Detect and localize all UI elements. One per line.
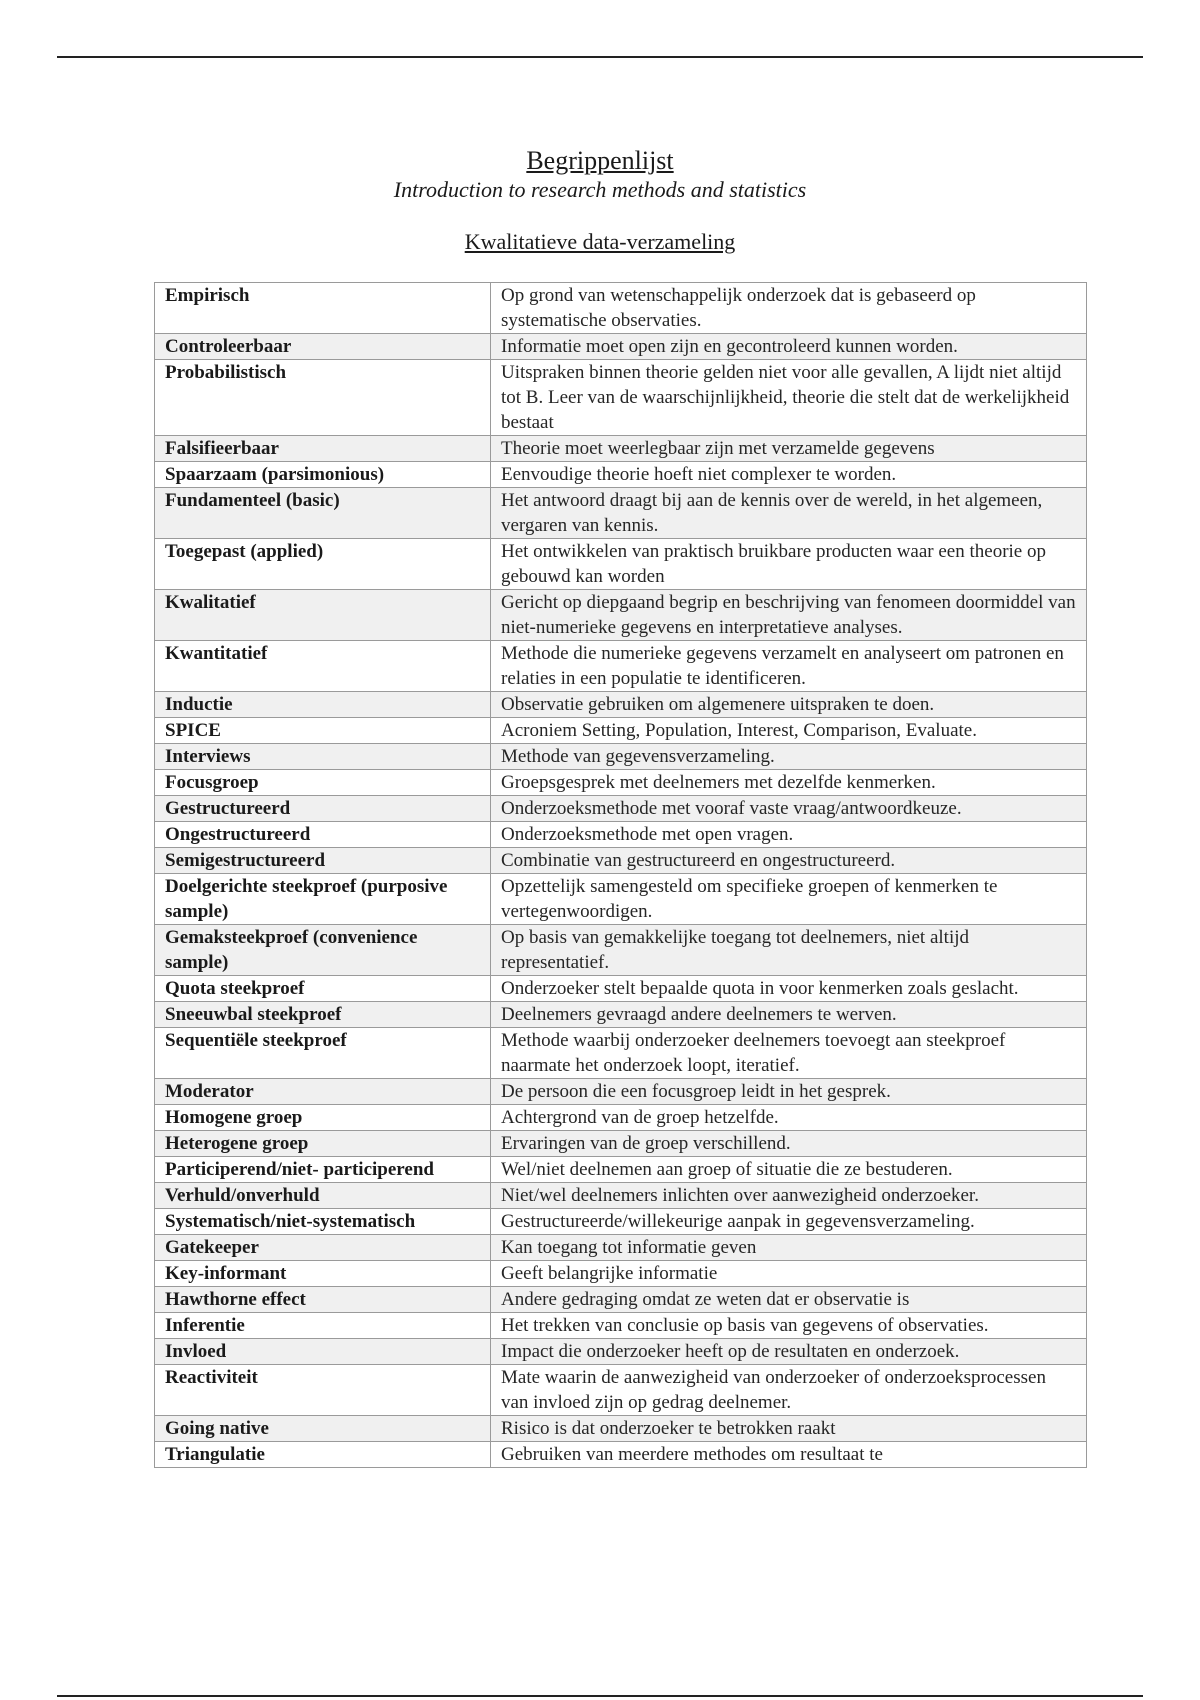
- definition-cell: Uitspraken binnen theorie gelden niet voor alle gevallen, A lijdt niet altijd tot B. Leer van de waarschijnlijkheid, theorie die stelt dat de werkelijkheid bestaat: [491, 360, 1087, 436]
- definition-cell: Acroniem Setting, Population, Interest, Comparison, Evaluate.: [491, 718, 1087, 744]
- definition-cell: De persoon die een focusgroep leidt in het gesprek.: [491, 1079, 1087, 1105]
- definition-cell: Opzettelijk samengesteld om specifieke groepen of kenmerken te vertegenwoordigen.: [491, 874, 1087, 925]
- term-cell: Systematisch/niet-systematisch: [155, 1209, 491, 1235]
- definition-cell: Combinatie van gestructureerd en ongestructureerd.: [491, 848, 1087, 874]
- definition-cell: Wel/niet deelnemen aan groep of situatie die ze bestuderen.: [491, 1157, 1087, 1183]
- table-row: [155, 1131, 1087, 1157]
- term-cell: Inferentie: [155, 1313, 491, 1339]
- section-title: Kwalitatieve data-verzameling: [464, 229, 736, 254]
- table-row: [155, 1261, 1087, 1287]
- definition-cell: Ervaringen van de groep verschillend.: [491, 1131, 1087, 1157]
- term-cell: Moderator: [155, 1079, 491, 1105]
- term-cell: Empirisch: [155, 283, 491, 334]
- term-cell: Key-informant: [155, 1261, 491, 1287]
- definition-cell: Eenvoudige theorie hoeft niet complexer te worden.: [491, 462, 1087, 488]
- term-cell: Probabilistisch: [155, 360, 491, 436]
- definition-cell: Gestructureerde/willekeurige aanpak in gegevensverzameling.: [491, 1209, 1087, 1235]
- term-cell: Toegepast (applied): [155, 539, 491, 590]
- table-row: [155, 1365, 1087, 1416]
- definition-cell: Andere gedraging omdat ze weten dat er observatie is: [491, 1287, 1087, 1313]
- definition-cell: Het trekken van conclusie op basis van gegevens of observaties.: [491, 1313, 1087, 1339]
- definition-cell: Geeft belangrijke informatie: [491, 1261, 1087, 1287]
- table-row: [155, 539, 1087, 590]
- table-row: [155, 770, 1087, 796]
- term-cell: Controleerbaar: [155, 334, 491, 360]
- table-row: [155, 1157, 1087, 1183]
- definition-cell: Onderzoeksmethode met open vragen.: [491, 822, 1087, 848]
- table-row: [155, 925, 1087, 976]
- table-row: [155, 283, 1087, 334]
- definition-cell: Methode van gegevensverzameling.: [491, 744, 1087, 770]
- term-cell: Interviews: [155, 744, 491, 770]
- definition-cell: Risico is dat onderzoeker te betrokken raakt: [491, 1416, 1087, 1442]
- table-row: [155, 641, 1087, 692]
- table-row: [155, 1079, 1087, 1105]
- term-cell: Focusgroep: [155, 770, 491, 796]
- definition-cell: Deelnemers gevraagd andere deelnemers te werven.: [491, 1002, 1087, 1028]
- table-row: [155, 848, 1087, 874]
- term-cell: Going native: [155, 1416, 491, 1442]
- table-row: [155, 488, 1087, 539]
- table-row: [155, 436, 1087, 462]
- term-cell: Triangulatie: [155, 1442, 491, 1468]
- term-cell: Sequentiële steekproef: [155, 1028, 491, 1079]
- table-row: [155, 1235, 1087, 1261]
- term-cell: Sneeuwbal steekproef: [155, 1002, 491, 1028]
- definition-cell: Het ontwikkelen van praktisch bruikbare producten waar een theorie op gebouwd kan worden: [491, 539, 1087, 590]
- term-cell: Heterogene groep: [155, 1131, 491, 1157]
- definition-cell: Gericht op diepgaand begrip en beschrijving van fenomeen doormiddel van niet-numerieke gegevens en interpretatieve analyses.: [491, 590, 1087, 641]
- definition-cell: Groepsgesprek met deelnemers met dezelfde kenmerken.: [491, 770, 1087, 796]
- definition-cell: Observatie gebruiken om algemenere uitspraken te doen.: [491, 692, 1087, 718]
- term-cell: Spaarzaam (parsimonious): [155, 462, 491, 488]
- table-row: [155, 718, 1087, 744]
- term-cell: Kwalitatief: [155, 590, 491, 641]
- table-row: [155, 874, 1087, 925]
- definition-cell: Het antwoord draagt bij aan de kennis over de wereld, in het algemeen, vergaren van kennis.: [491, 488, 1087, 539]
- term-cell: Invloed: [155, 1339, 491, 1365]
- term-cell: Reactiviteit: [155, 1365, 491, 1416]
- term-cell: Doelgerichte steekproef (purposive sample): [155, 874, 491, 925]
- definition-cell: Informatie moet open zijn en gecontroleerd kunnen worden.: [491, 334, 1087, 360]
- table-row: [155, 1028, 1087, 1079]
- definition-cell: Methode waarbij onderzoeker deelnemers toevoegt aan steekproef naarmate het onderzoek loopt, iteratief.: [491, 1028, 1087, 1079]
- glossary-table-body: [155, 283, 1087, 1468]
- definition-cell: Methode die numerieke gegevens verzamelt en analyseert om patronen en relaties in een populatie te identificeren.: [491, 641, 1087, 692]
- term-cell: Fundamenteel (basic): [155, 488, 491, 539]
- term-cell: Gestructureerd: [155, 796, 491, 822]
- term-cell: Participerend/niet- participerend: [155, 1157, 491, 1183]
- definition-cell: Impact die onderzoeker heeft op de resultaten en onderzoek.: [491, 1339, 1087, 1365]
- table-row: [155, 462, 1087, 488]
- glossary-table: [154, 282, 1087, 1468]
- table-row: [155, 796, 1087, 822]
- table-row: [155, 1183, 1087, 1209]
- term-cell: Homogene groep: [155, 1105, 491, 1131]
- definition-cell: Mate waarin de aanwezigheid van onderzoeker of onderzoeksprocessen van invloed zijn op gedrag deelnemer.: [491, 1365, 1087, 1416]
- header-rule: [57, 56, 1143, 58]
- term-cell: Kwantitatief: [155, 641, 491, 692]
- definition-cell: Onderzoeksmethode met vooraf vaste vraag/antwoordkeuze.: [491, 796, 1087, 822]
- term-cell: Hawthorne effect: [155, 1287, 491, 1313]
- table-row: [155, 1209, 1087, 1235]
- table-row: [155, 822, 1087, 848]
- table-row: [155, 334, 1087, 360]
- term-cell: Semigestructureerd: [155, 848, 491, 874]
- table-row: [155, 1313, 1087, 1339]
- table-row: [155, 1287, 1087, 1313]
- term-cell: Verhuld/onverhuld: [155, 1183, 491, 1209]
- definition-cell: Op basis van gemakkelijke toegang tot deelnemers, niet altijd representatief.: [491, 925, 1087, 976]
- term-cell: Falsifieerbaar: [155, 436, 491, 462]
- footer-rule: [57, 1695, 1143, 1697]
- table-row: [155, 744, 1087, 770]
- definition-cell: Onderzoeker stelt bepaalde quota in voor kenmerken zoals geslacht.: [491, 976, 1087, 1002]
- document-title: Begrippenlijst: [526, 146, 674, 175]
- table-row: [155, 1105, 1087, 1131]
- term-cell: Gemaksteekproef (convenience sample): [155, 925, 491, 976]
- table-row: [155, 1442, 1087, 1468]
- term-cell: Ongestructureerd: [155, 822, 491, 848]
- definition-cell: Op grond van wetenschappelijk onderzoek dat is gebaseerd op systematische observaties.: [491, 283, 1087, 334]
- table-row: [155, 692, 1087, 718]
- term-cell: Gatekeeper: [155, 1235, 491, 1261]
- table-row: [155, 1002, 1087, 1028]
- table-row: [155, 1416, 1087, 1442]
- definition-cell: Gebruiken van meerdere methodes om resultaat te: [491, 1442, 1087, 1468]
- term-cell: SPICE: [155, 718, 491, 744]
- definition-cell: Achtergrond van de groep hetzelfde.: [491, 1105, 1087, 1131]
- term-cell: Quota steekproef: [155, 976, 491, 1002]
- table-row: [155, 976, 1087, 1002]
- table-row: [155, 360, 1087, 436]
- definition-cell: Theorie moet weerlegbaar zijn met verzamelde gegevens: [491, 436, 1087, 462]
- document-subtitle: Introduction to research methods and statistics: [393, 177, 807, 202]
- definition-cell: Niet/wel deelnemers inlichten over aanwezigheid onderzoeker.: [491, 1183, 1087, 1209]
- table-row: [155, 1339, 1087, 1365]
- definition-cell: Kan toegang tot informatie geven: [491, 1235, 1087, 1261]
- table-row: [155, 590, 1087, 641]
- term-cell: Inductie: [155, 692, 491, 718]
